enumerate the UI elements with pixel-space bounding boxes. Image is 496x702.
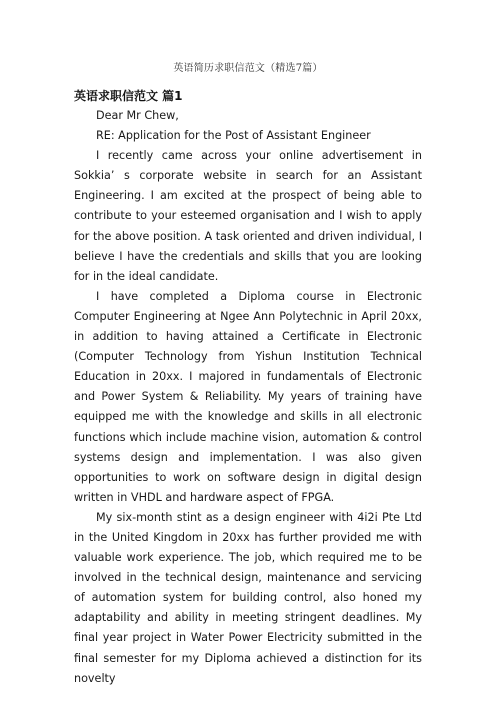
paragraph: I recently came across your online advertisement in Sokkia’ s corporate website in search for an Assistant Engineering. I am excited at the prospect of being able to contribute to your esteemed organisation and I wish to apply for the above position. A task oriented and driven individual, I believe I have the credentials and skills that you are looking for in the ideal candidate. [74,149,422,283]
paragraph: I have completed a Diploma course in Electronic Computer Engineering at Ngee Ann Polytechnic in April 20xx, in addition to having attained a Certificate in Electronic (Computer Technology from Yishun Institution Technical Education in 20xx. I majored in fundamentals of Electronic and Power System & Reliability. My years of training have equipped me with the knowledge and skills in all electronic functions which include machine vision, automation & control systems design and implementation. I was also given opportunities to work on software design in digital design written in VHDL and hardware aspect of FPGA. [74,289,422,504]
salutation: Dear Mr Chew, [96,109,179,122]
page-header: 英语简历求职信范文（精选7篇） [173,63,323,74]
letter-body [74,106,422,689]
paragraph: My six-month stint as a design engineer with 4i2i Pte Ltd in the United Kingdom in 20xx has further provided me with valuable work experience. The job, which required me to be involved in the technical design, maintenance and servicing of automation system for building control, also honed my adaptability and ability in meeting stringent deadlines. My final year project in Water Power Electricity submitted in the final semester for my Diploma achieved a distinction for its novelty [74,510,422,685]
subject-line: RE: Application for the Post of Assistant Engineer [96,129,371,143]
section-title: 英语求职信范文 篇1 [74,89,183,103]
